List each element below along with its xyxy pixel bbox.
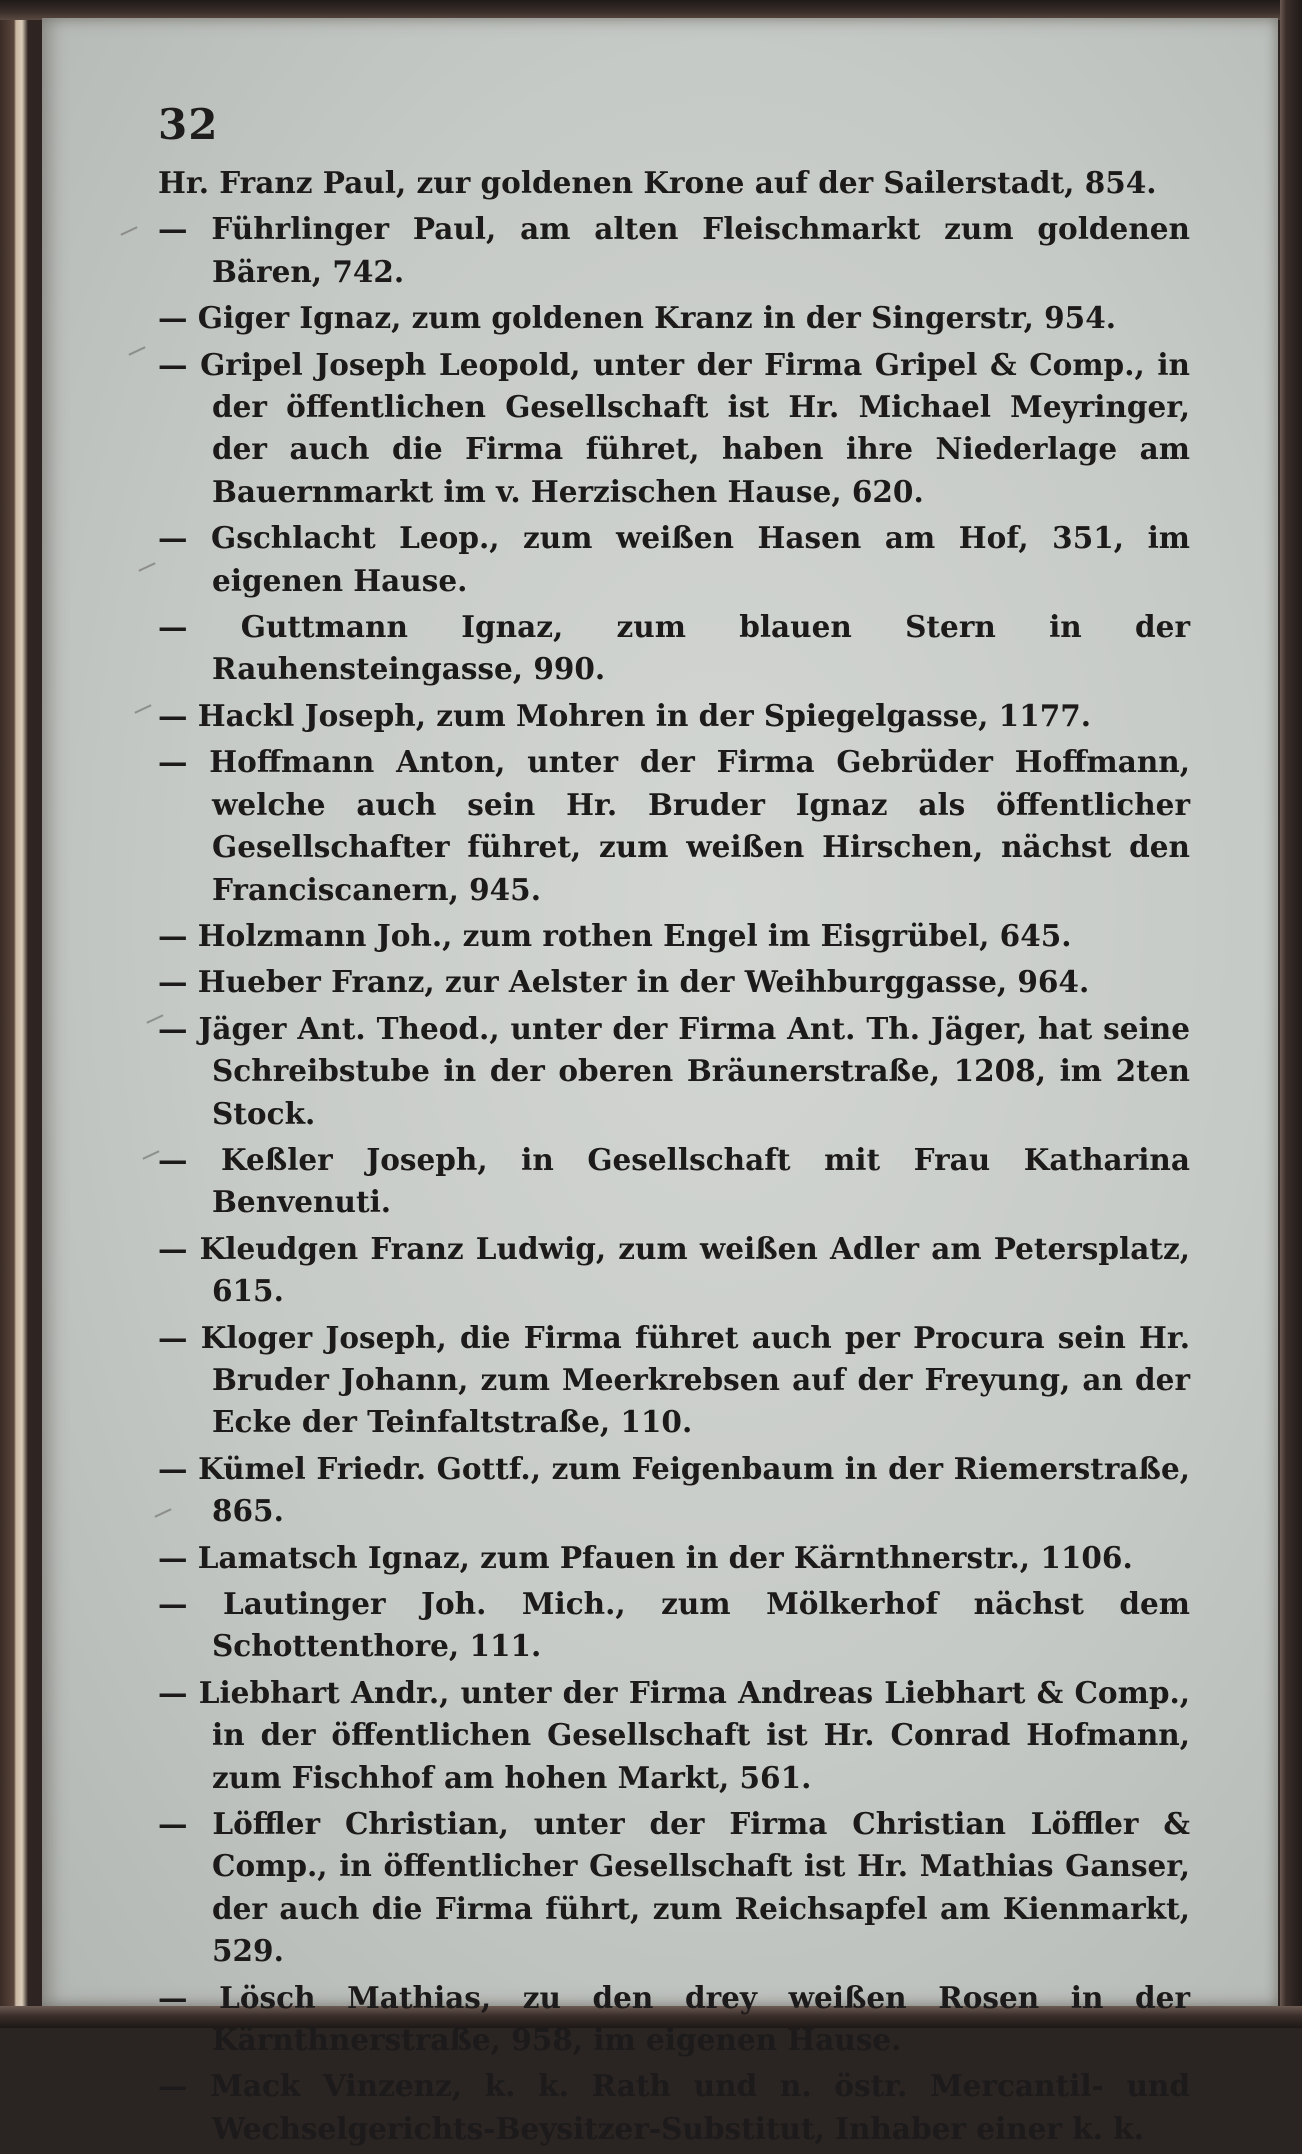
directory-entry: — Holzmann Joh., zum rothen Engel im Eisgrübel, 645. [158,917,1072,953]
directory-entry: — Lautinger Joh. Mich., zum Mölkerhof nächst dem Schottenthore, 111. [158,1586,1190,1664]
margin-mark [120,226,137,235]
margin-mark [142,1150,159,1159]
page-number: 32 [158,100,219,149]
directory-entry: — Löffler Christian, unter der Firma Christian Löffler & Comp., in öffentlicher Gesellschaft ist Hr. Mathias Ganser, der auch die Firma führt, zum Reichsapfel am Kienmarkt, 529. [158,1806,1190,1969]
directory-entry: — Hueber Franz, zur Aelster in der Weihburggasse, 964. [158,964,1090,1000]
directory-entry: — Guttmann Ignaz, zum blauen Stern in der Rauhensteingasse, 990. [158,609,1190,687]
directory-entry: Hr. Franz Paul, zur goldenen Krone auf der Sailerstadt, 854. [158,165,1157,200]
directory-entry: — Hackl Joseph, zum Mohren in der Spiegelgasse, 1177. [158,697,1092,733]
directory-entry: — Lösch Mathias, zu den drey weißen Rosen in der Kärnthnerstraße, 958, im eigenen Hause. [158,1979,1190,2058]
margin-mark [128,346,145,355]
directory-entry: — Kleudgen Franz Ludwig, zum weißen Adler am Petersplatz, 615. [158,1230,1190,1309]
directory-entry: — Liebhart Andr., unter der Firma Andreas Liebhart & Comp., in der öffentlichen Gesellschaft ist Hr. Conrad Hofmann, zum Fischhof am hohen Markt, 561. [158,1674,1190,1795]
directory-entry: — Giger Ignaz, zum goldenen Kranz in der Singerstr, 954. [158,300,1117,336]
book-edge-top [0,0,1302,20]
directory-entry: — Gripel Joseph Leopold, unter der Firma Gripel & Comp., in der öffentlichen Gesellschaft ist Hr. Michael Meyringer, der auch die Firma führet, haben ihre Niederlage am Bauernmarkt im v. Herzischen Hause, 620. [158,346,1190,509]
directory-entry: — Kümel Friedr. Gottf., zum Feigenbaum in der Riemerstraße, 865. [158,1450,1190,1529]
directory-entry: — Hoffmann Anton, unter der Firma Gebrüder Hoffmann, welche auch sein Hr. Bruder Ignaz als öffentlicher Gesellschafter führet, zum weißen Hirschen, nächst den Franciscanern, 945. [158,744,1190,907]
margin-mark [134,704,151,713]
book-edge-right [1280,0,1302,2028]
directory-entry: — Jäger Ant. Theod., unter der Firma Ant. Th. Jäger, hat seine Schreibstube in der oberen Bräunerstraße, 1208, im 2ten Stock. [158,1010,1190,1131]
directory-entries [158,162,1190,2154]
directory-entry: — Gschlacht Leop., zum weißen Hasen am Hof, 351, im eigenen Hause. [158,520,1190,598]
directory-entry: — Mack Vinzenz, k. k. Rath und n. östr. Mercantil- und Wechselgerichts-Beysitzer-Substitut, Inhaber einer k. k. [158,2068,1190,2146]
directory-entry: — Keßler Joseph, in Gesellschaft mit Frau Katharina Benvenuti. [158,1141,1190,1220]
directory-entry: — Kloger Joseph, die Firma führet auch per Procura sein Hr. Bruder Johann, zum Meerkrebsen auf der Freyung, an der Ecke der Teinfaltstraße, 110. [158,1319,1190,1440]
margin-mark [138,562,155,571]
directory-entry: — Lamatsch Ignaz, zum Pfauen in der Kärnthnerstr., 1106. [158,1539,1133,1575]
directory-entry: — Führlinger Paul, am alten Fleischmarkt zum goldenen Bären, 742. [158,211,1190,289]
